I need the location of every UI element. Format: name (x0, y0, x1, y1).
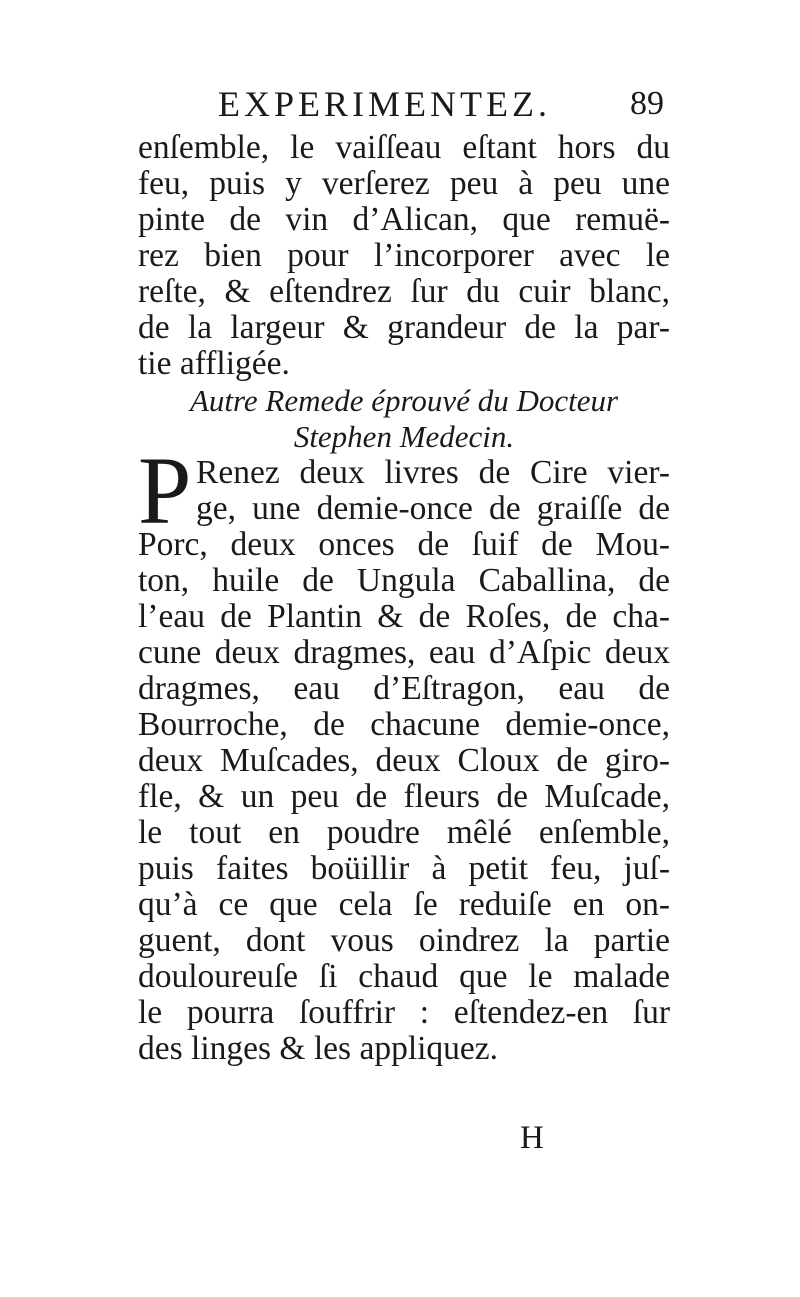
text-line: ton, huile de Ungula Caballina, de (138, 563, 670, 599)
text-line: tie affligée. (138, 346, 290, 382)
running-head: EXPERIMENTEZ. (218, 84, 551, 124)
text-line: le tout en poudre mêlé enſemble, (138, 815, 670, 851)
text-line: cune deux dragmes, eau d’Aſpic deux (138, 635, 670, 671)
text-line: rez bien pour l’incorporer avec le (138, 238, 670, 274)
drop-cap: P (138, 437, 192, 544)
text-line: pinte de vin d’Alican, que remuë- (138, 202, 670, 238)
section-heading-line-1: Autre Remede éprouvé du Docteur (189, 383, 619, 418)
text-line: feu, puis y verſerez peu à peu une (138, 166, 670, 202)
page-header (0, 78, 800, 130)
text-line: enſemble, le vaiſſeau eſtant hors du (138, 130, 670, 166)
paragraph-continued (138, 130, 670, 382)
page-number: 89 (630, 85, 664, 122)
text-line: dragmes, eau d’Eſtragon, eau de (138, 671, 670, 707)
text-line: puis faites boüillir à petit feu, juſ- (138, 851, 670, 887)
text-line: de la largeur & grandeur de la par- (138, 310, 670, 346)
text-line: Renez deux livres de Cire vier- (196, 455, 670, 491)
text-line: deux Muſcades, deux Cloux de giro- (138, 743, 670, 779)
text-line: qu’à ce que cela ſe reduiſe en on- (138, 887, 670, 923)
text-line: Porc, deux onces de ſuif de Mou- (138, 527, 670, 563)
signature-mark: H (520, 1120, 544, 1156)
text-line: des linges & les appliquez. (138, 1031, 499, 1067)
text-line: l’eau de Plantin & de Roſes, de cha- (138, 599, 670, 635)
recipe-paragraph (138, 455, 670, 1067)
text-line: le pourra ſouffrir : eſtendez-en ſur (138, 995, 670, 1031)
text-line: ge, une demie-once de graiſſe de (196, 491, 670, 527)
text-line: fle, & un peu de fleurs de Muſcade, (138, 779, 670, 815)
text-line: guent, dont vous oindrez la partie (138, 923, 670, 959)
section-heading-line-2: Stephen Medecin. (293, 419, 515, 454)
text-line: reſte, & eſtendrez ſur du cuir blanc, (138, 274, 670, 310)
text-line: Bourroche, de chacune demie-once, (138, 707, 670, 743)
text-line: douloureuſe ſi chaud que le malade (138, 959, 670, 995)
